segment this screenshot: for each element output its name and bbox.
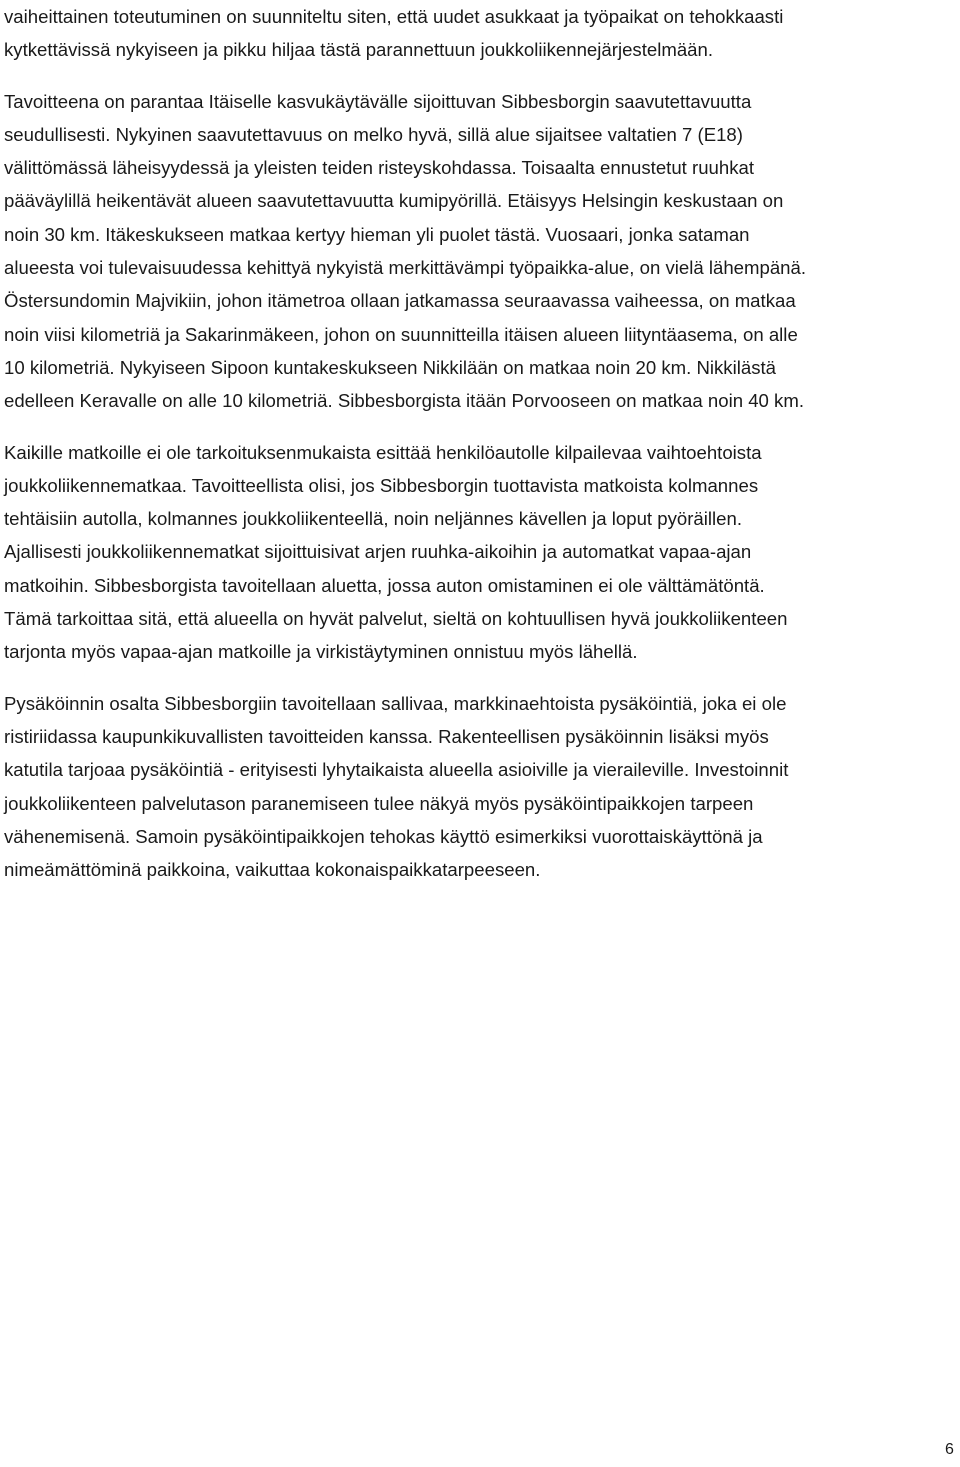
document-page <box>4 0 948 886</box>
paragraph-spacer <box>4 67 948 85</box>
text-line: tarjonta myös vapaa-ajan matkoille ja virkistäytyminen onnistuu myös lähellä. <box>4 641 638 663</box>
text-line: kytkettävissä nykyiseen ja pikku hiljaa tästä parannettuun joukkoliikennejärjestelmään. <box>4 39 714 61</box>
text-line: joukkoliikennematkaa. Tavoitteellista olisi, jos Sibbesborgin tuottavista matkoista kolmannes <box>4 474 759 496</box>
paragraph-2 <box>4 85 948 418</box>
paragraph-spacer <box>4 669 948 687</box>
text-line: katutila tarjoaa pysäköintiä - erityisesti lyhytaikaista alueella asioiville ja vieraileville. Investoinnit <box>4 759 789 781</box>
text-line: nimeämättöminä paikkoina, vaikuttaa kokonaispaikkatarpeeseen. <box>4 859 541 881</box>
text-line: Pysäköinnin osalta Sibbesborgiin tavoitellaan sallivaa, markkinaehtoista pysäköintiä, joka ei ole <box>4 692 787 714</box>
text-line: Tämä tarkoittaa sitä, että alueella on hyvät palvelut, sieltä on kohtuullisen hyvä joukkoliikenteen <box>4 608 788 630</box>
paragraph-3 <box>4 436 948 669</box>
paragraph-4 <box>4 687 948 887</box>
text-line: noin 30 km. Itäkeskukseen matkaa kertyy hieman yli puolet tästä. Vuosaari, jonka sataman <box>4 223 750 245</box>
text-line: pääväylillä heikentävät alueen saavutettavuutta kumipyörillä. Etäisyys Helsingin keskustaan on <box>4 190 784 212</box>
text-line: noin viisi kilometriä ja Sakarinmäkeen, johon on suunnitteilla itäisen alueen liityntäasema, on alle <box>4 323 798 345</box>
text-line: alueesta voi tulevaisuudessa kehittyä nykyistä merkittävämpi työpaikka-alue, on vielä lähempänä. <box>4 257 807 279</box>
text-line: joukkoliikenteen palvelutason paranemiseen tulee näkyä myös pysäköintipaikkojen tarpeen <box>4 792 754 814</box>
text-line: vaiheittainen toteutuminen on suunniteltu siten, että uudet asukkaat ja työpaikat on tehokkaasti <box>4 6 784 27</box>
text-line: Kaikille matkoille ei ole tarkoituksenmukaista esittää henkilöautolle kilpailevaa vaihtoehtoista <box>4 441 762 463</box>
paragraph-spacer <box>4 418 948 436</box>
paragraph-1 <box>4 0 948 67</box>
text-line: vähenemisenä. Samoin pysäköintipaikkojen tehokas käyttö esimerkiksi vuorottaiskäyttönä ja <box>4 825 763 847</box>
text-line: Ajallisesti joukkoliikennematkat sijoittuisivat arjen ruuhka-aikoihin ja automatkat vapaa-ajan <box>4 541 752 563</box>
text-line: ristiriidassa kaupunkikuvallisten tavoitteiden kanssa. Rakenteellisen pysäköinnin lisäksi myös <box>4 725 769 747</box>
text-line: matkoihin. Sibbesborgista tavoitellaan aluetta, jossa auton omistaminen ei ole välttämätöntä. <box>4 574 765 596</box>
text-line: edelleen Keravalle on alle 10 kilometriä. Sibbesborgista itään Porvooseen on matkaa noin 40 km. <box>4 390 805 412</box>
text-line: välittömässä läheisyydessä ja yleisten teiden risteyskohdassa. Toisaalta ennustetut ruuhkat <box>4 157 755 179</box>
text-line: tehtäisiin autolla, kolmannes joukkoliikenteellä, noin neljännes kävellen ja loput pyöräillen. <box>4 508 743 530</box>
text-line: Tavoitteena on parantaa Itäiselle kasvukäytävälle sijoittuvan Sibbesborgin saavutettavuutta <box>4 90 752 112</box>
text-line: 10 kilometriä. Nykyiseen Sipoon kuntakeskukseen Nikkilään on matkaa noin 20 km. Nikkilästä <box>4 356 777 378</box>
page-number: 6 <box>945 1441 954 1458</box>
text-line: seudullisesti. Nykyinen saavutettavuus on melko hyvä, sillä alue sijaitsee valtatien 7 (E18) <box>4 123 743 145</box>
text-line: Östersundomin Majvikiin, johon itämetroa ollaan jatkamassa seuraavassa vaiheessa, on matkaa <box>4 290 796 312</box>
